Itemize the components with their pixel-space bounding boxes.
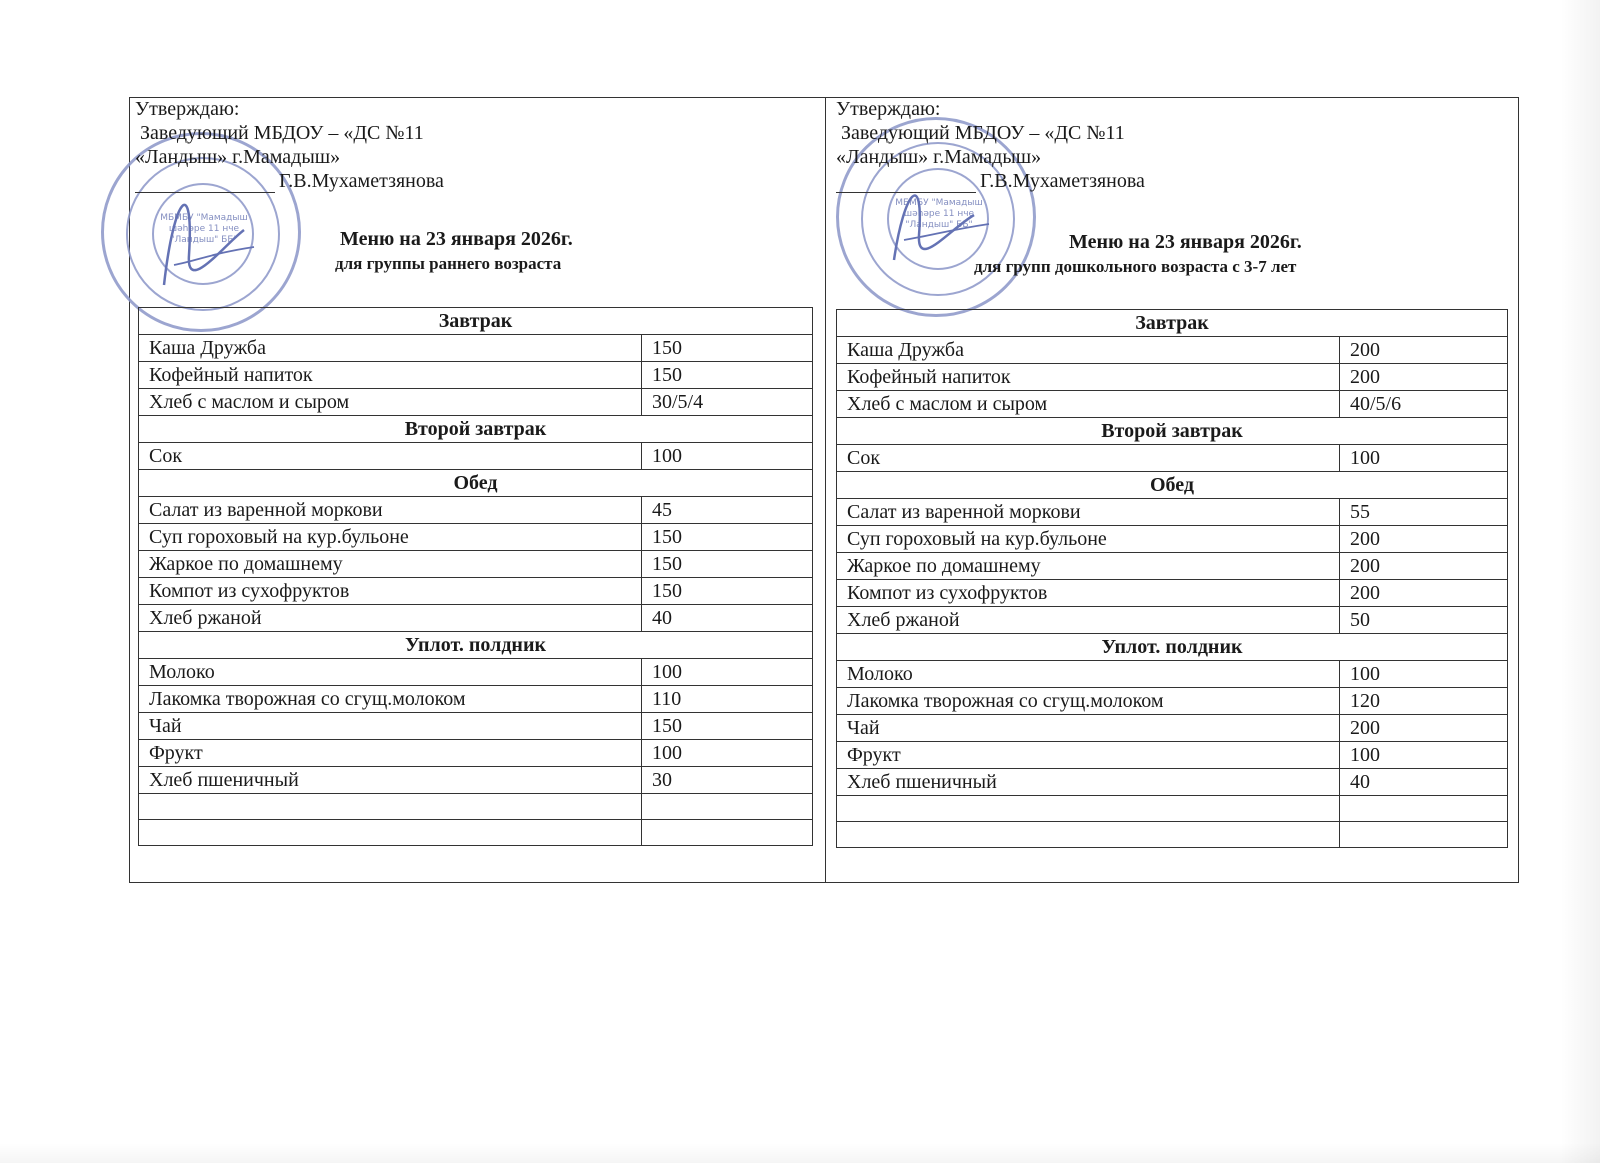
meal-section-heading: Второй завтрак [837,418,1508,445]
menu-item-row [837,553,1508,580]
portion-size: 30/5/4 [642,389,813,416]
menu-item-row [837,526,1508,553]
menu-item-row [837,580,1508,607]
dish-name: Сок [837,445,1340,472]
menu-item-row [837,391,1508,418]
signature-line [836,174,976,193]
menu-item-row [139,389,813,416]
dish-name: Кофейный напиток [837,364,1340,391]
meal-section-heading: Уплот. полдник [139,632,813,659]
menu-section-row [837,634,1508,661]
scan-bottom-shade [0,1143,1600,1163]
dish-name: Салат из варенной моркови [139,497,642,524]
menu-item-row [837,769,1508,796]
menu-item-row [139,767,813,794]
meal-section-heading: Обед [837,472,1508,499]
portion-size [1340,822,1508,848]
menu-item-row [837,715,1508,742]
menu-item-row [837,337,1508,364]
dish-name: Жаркое по домашнему [837,553,1340,580]
dish-name: Хлеб с маслом и сыром [139,389,642,416]
approval-block [836,97,1145,193]
dish-name [139,820,642,846]
dish-name: Салат из варенной моркови [837,499,1340,526]
menu-title: Меню на 23 января 2026г. [1069,231,1302,253]
portion-size: 150 [642,551,813,578]
stamp-text: МБМБУ "Мамадыш шәһәре 11 нче "Ландыш" ББ" [895,198,983,230]
menu-item-row [837,661,1508,688]
meal-section-heading: Завтрак [139,308,813,335]
portion-size [642,794,813,820]
portion-size: 200 [1340,553,1508,580]
menu-section-row [139,470,813,497]
portion-size: 150 [642,335,813,362]
menu-subtitle: для групп дошкольного возраста с 3-7 лет [974,257,1297,276]
dish-name: Молоко [837,661,1340,688]
portion-size: 40 [1340,769,1508,796]
portion-size: 150 [642,524,813,551]
portion-size: 150 [642,578,813,605]
dish-name: Хлеб с маслом и сыром [837,391,1340,418]
portion-size: 100 [642,443,813,470]
dish-name: Суп гороховый на кур.бульоне [139,524,642,551]
dish-name: Фрукт [139,740,642,767]
menu-table [836,309,1508,848]
dish-name: Чай [139,713,642,740]
menu-panel-preschool [826,97,1519,883]
meal-section-heading: Уплот. полдник [837,634,1508,661]
portion-size: 200 [1340,580,1508,607]
portion-size: 200 [1340,337,1508,364]
approval-position: Заведующий МБДОУ – «ДС №11 [135,122,424,144]
dish-name: Суп гороховый на кур.бульоне [837,526,1340,553]
portion-size: 120 [1340,688,1508,715]
dish-name: Каша Дружба [139,335,642,362]
dish-name: Чай [837,715,1340,742]
dish-name: Хлеб ржаной [837,607,1340,634]
scan-edge-shade [1560,0,1600,1163]
menu-section-row [139,632,813,659]
menu-item-row [139,578,813,605]
dish-name: Каша Дружба [837,337,1340,364]
menu-item-row [837,796,1508,822]
dish-name: Лакомка творожная со сгущ.молоком [837,688,1340,715]
menu-item-row [139,497,813,524]
menu-item-row [837,742,1508,769]
portion-size: 100 [1340,661,1508,688]
menu-item-row [139,605,813,632]
dish-name: Молоко [139,659,642,686]
dish-name: Сок [139,443,642,470]
menu-item-row [139,686,813,713]
portion-size: 30 [642,767,813,794]
approval-heading: Утверждаю: [836,98,941,120]
dish-name: Хлеб пшеничный [837,769,1340,796]
dish-name: Жаркое по домашнему [139,551,642,578]
portion-size [1340,796,1508,822]
approval-heading: Утверждаю: [135,98,240,120]
menu-item-row [139,443,813,470]
dish-name [837,796,1340,822]
dish-name: Кофейный напиток [139,362,642,389]
portion-size: 100 [1340,445,1508,472]
portion-size: 40/5/6 [1340,391,1508,418]
menu-item-row [139,659,813,686]
signer-name: Г.В.Мухаметзянова [980,170,1145,192]
portion-size: 150 [642,713,813,740]
portion-size: 40 [642,605,813,632]
dish-name: Хлеб пшеничный [139,767,642,794]
dish-name: Лакомка творожная со сгущ.молоком [139,686,642,713]
meal-section-heading: Завтрак [837,310,1508,337]
menu-item-row [139,362,813,389]
approval-position: Заведующий МБДОУ – «ДС №11 [836,122,1125,144]
approval-organization: «Ландыш» г.Мамадыш» [135,146,341,168]
portion-size: 100 [642,740,813,767]
menu-item-row [139,820,813,846]
menu-item-row [837,364,1508,391]
menu-item-row [837,822,1508,848]
menu-item-row [139,524,813,551]
portion-size: 110 [642,686,813,713]
menu-item-row [139,551,813,578]
menu-title: Меню на 23 января 2026г. [340,228,573,250]
portion-size: 200 [1340,526,1508,553]
menu-table [138,307,813,846]
menu-item-row [139,335,813,362]
dish-name: Хлеб ржаной [139,605,642,632]
dish-name [139,794,642,820]
menu-item-row [837,499,1508,526]
menu-section-row [837,418,1508,445]
menu-section-row [837,310,1508,337]
dish-name: Компот из сухофруктов [139,578,642,605]
meal-section-heading: Обед [139,470,813,497]
portion-size: 200 [1340,715,1508,742]
portion-size: 100 [1340,742,1508,769]
menu-subtitle: для группы раннего возраста [335,254,562,273]
stamp-text: МБМБУ "Мамадыш шәһәре 11 нче "Ландыш" ББ" [160,213,248,245]
approval-block [135,97,444,193]
portion-size: 50 [1340,607,1508,634]
menu-section-row [139,308,813,335]
signature-line [135,174,275,193]
menu-item-row [139,713,813,740]
menu-panel-early-age [129,97,825,883]
portion-size: 45 [642,497,813,524]
portion-size: 150 [642,362,813,389]
dish-name [837,822,1340,848]
menu-item-row [139,794,813,820]
portion-size: 55 [1340,499,1508,526]
approval-organization: «Ландыш» г.Мамадыш» [836,146,1042,168]
signer-name: Г.В.Мухаметзянова [279,170,444,192]
menu-item-row [139,740,813,767]
dish-name: Фрукт [837,742,1340,769]
portion-size: 200 [1340,364,1508,391]
menu-section-row [139,416,813,443]
portion-size [642,820,813,846]
portion-size: 100 [642,659,813,686]
menu-item-row [837,445,1508,472]
menu-item-row [837,688,1508,715]
menu-item-row [837,607,1508,634]
menu-section-row [837,472,1508,499]
dish-name: Компот из сухофруктов [837,580,1340,607]
meal-section-heading: Второй завтрак [139,416,813,443]
